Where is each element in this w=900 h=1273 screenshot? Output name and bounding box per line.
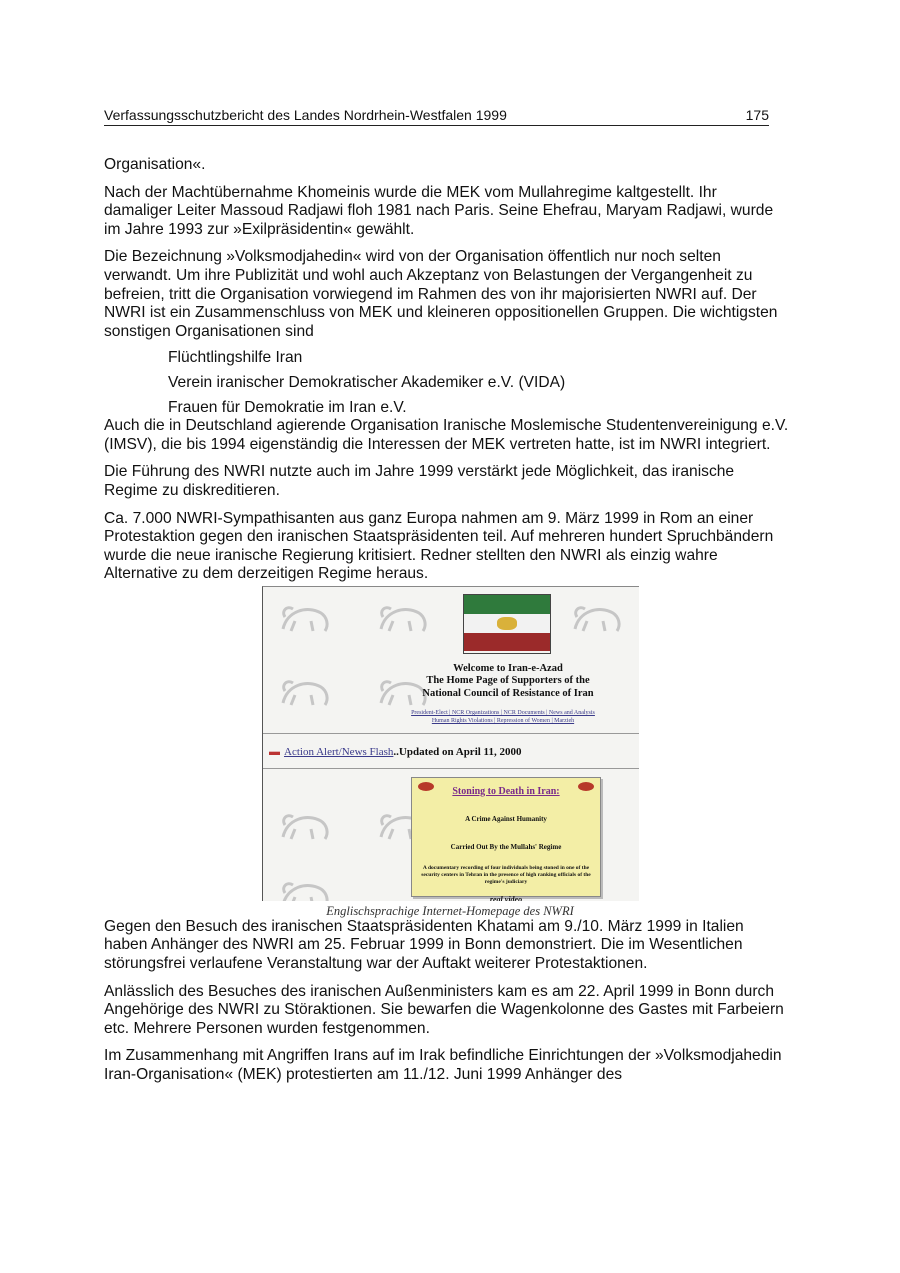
figure [104, 584, 789, 918]
nav-links-row: President-Elect | NCR Organizations | NCR Documents | News and Analysis [411, 709, 595, 716]
bullet-icon: ▬ [269, 745, 280, 758]
news-flash-line [269, 743, 521, 762]
body-text [104, 156, 789, 1094]
welcome-line: Welcome to Iran-e-Azad [453, 662, 563, 674]
homepage-screenshot [262, 586, 639, 901]
welcome-heading [383, 663, 633, 701]
organisation-item: Frauen für Demokratie im Iran e.V. [168, 398, 407, 416]
paragraph: Nach der Machtübernahme Khomeinis wurde die MEK vom Mullahregime kaltgestellt. Ihr damaliger Leiter Massoud Radjawi floh 1981 nach Paris. Seine Ehefrau, Maryam Radjawi, wurde im Jahre 1993 zur »Exilpräsidentin« gewählt. [104, 183, 774, 238]
paragraph: Die Bezeichnung »Volksmodjahedin« wird von der Organisation öffentlich nur noch selten verwandt. Um ihre Publizität und wohl auch Akzeptanz von Belastungen der Vergangenheit zu befreien, tritt die Organisation vorwiegend im Rahmen des von ihr majorisierten NWRI auf. Der NWRI ist ein Zusammenschluss von MEK und kleineren oppositionellen Gruppen. Die wichtigsten sonstigen Organisationen sind [104, 248, 778, 340]
welcome-line: National Council of Resistance of Iran [422, 687, 594, 699]
organisation-item: Flüchtlingshilfe Iran [168, 349, 303, 367]
lion-watermark-icon [569, 601, 625, 635]
paragraph: Anlässlich des Besuches des iranischen Außenministers kam es am 22. April 1999 in Bonn durch Angehörige des NWRI zu Störaktionen. Sie bewarfen die Wagenkolonne des Gastes mit Farbeiern etc. Mehrere Personen wurden festgenommen. [104, 982, 784, 1037]
divider [263, 768, 639, 769]
homepage-nav-links [373, 709, 633, 725]
lion-watermark-icon [277, 601, 333, 635]
lion-and-sun-emblem-icon [497, 617, 517, 630]
paragraph: Die Führung des NWRI nutzte auch im Jahre 1999 verstärkt jede Möglichkeit, das iranische Regime zu diskreditieren. [104, 463, 735, 499]
flag-red-band [464, 633, 550, 651]
box-subtitle: A Crime Against Humanity [465, 815, 547, 824]
paragraph: Ca. 7.000 NWRI-Sympathisanten aus ganz Europa nahmen am 9. März 1999 in Rom an einer Protestaktion gegen den iranischen Staatspräsidenten teil. Auf mehreren hundert Spruchbändern wurde die neue iranische Regierung kritisiert. Redner stellten den NWRI als einzig wahre Alternative zu dem derzeitigen Regime heraus. [104, 509, 774, 583]
stoning-notice-box [411, 777, 601, 901]
new-badge-icon [418, 782, 434, 791]
lion-watermark-icon [277, 877, 333, 901]
box-description: A documentary recording of four individuals being stoned in one of the security centers in Tehran in the presence of high ranking officials of the regime's judiciary [421, 864, 591, 885]
lion-watermark-icon [277, 675, 333, 709]
real-video-logo: real video [489, 894, 523, 901]
paragraph: Organisation«. [104, 156, 206, 173]
new-badge-icon [578, 782, 594, 791]
lion-watermark-icon [375, 601, 431, 635]
divider [263, 733, 639, 734]
organisation-item: Verein iranischer Demokratischer Akademiker e.V. (VIDA) [168, 373, 566, 391]
lion-watermark-icon [277, 809, 333, 843]
paragraph: Auch die in Deutschland agierende Organisation Iranische Moslemische Studentenvereinigung e.V. (IMSV), die bis 1994 eigenständig die Interessen der MEK vertreten hatte, ist im NWRI integriert. [104, 417, 789, 453]
header-title: Verfassungsschutzbericht des Landes Nordrhein-Westfalen 1999 [104, 107, 507, 123]
paragraph: Gegen den Besuch des iranischen Staatspräsidenten Khatami am 9./10. März 1999 in Italien haben Anhänger des NWRI am 25. Februar 1999 in Bonn demonstriert. Die im Wesentlichen störungsfrei verlaufene Veranstaltung war der Auftakt weiterer Protestaktionen. [104, 917, 744, 973]
running-header [104, 107, 769, 126]
figure-caption: Englischsprachige Internet-Homepage des NWRI [326, 903, 574, 918]
box-heading: Stoning to Death in Iran: [452, 785, 560, 797]
alert-updated: ..Updated on April 11, 2000 [393, 745, 522, 758]
page-number: 175 [745, 107, 769, 123]
box-subtitle: Carried Out By the Mullahs' Regime [450, 843, 562, 852]
flag-white-band [464, 614, 550, 633]
flag-green-band [464, 595, 550, 614]
nav-links-row: Human Rights Violations | Repression of Women | Marzieh [431, 717, 575, 724]
welcome-line: The Home Page of Supporters of the [426, 675, 590, 687]
paragraph: Im Zusammenhang mit Angriffen Irans auf im Irak befindliche Einrichtungen der »Volksmodjahedin Iran-Organisation« (MEK) protestierten am 11./12. Juni 1999 Anhänger des [104, 1047, 782, 1084]
alert-link: Action Alert/News Flash [284, 745, 394, 758]
iran-flag-image [463, 594, 551, 654]
